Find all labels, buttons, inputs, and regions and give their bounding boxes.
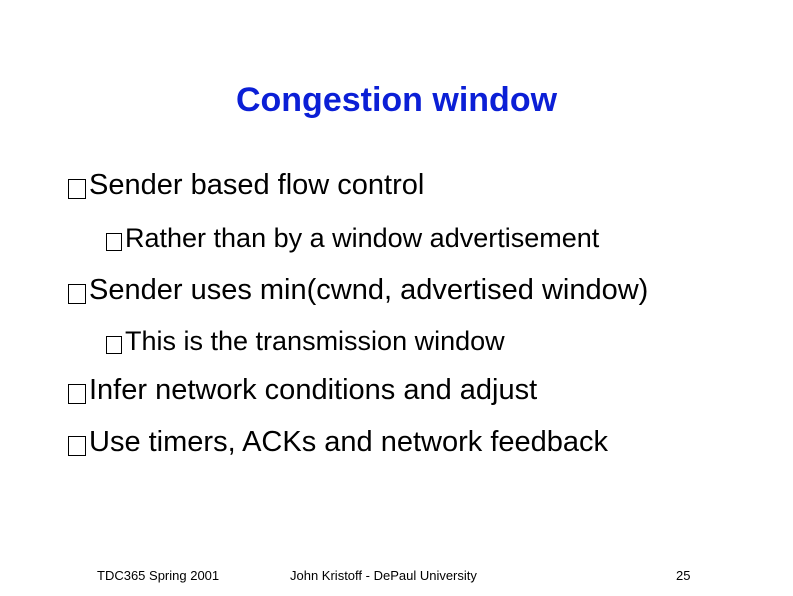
footer-course: TDC365 Spring 2001	[97, 568, 220, 583]
bullet-text: This is the transmission window	[125, 326, 505, 356]
bullet-text: Sender based flow control	[89, 169, 425, 201]
bullet-item-level-2	[106, 323, 505, 359]
bullet-text: Sender uses min(cwnd, advertised window)	[89, 274, 649, 306]
footer-page-number: 25	[676, 568, 691, 583]
footer-author: John Kristoff - DePaul University	[290, 568, 477, 583]
box-bullet-icon	[106, 336, 122, 354]
bullet-text: Infer network conditions and adjust	[89, 374, 538, 406]
box-bullet-icon	[106, 233, 122, 251]
bullet-item-level-1	[68, 372, 537, 408]
bullet-item-level-2	[106, 220, 599, 256]
box-bullet-icon	[68, 284, 86, 304]
box-bullet-icon	[68, 179, 86, 199]
bullet-item-level-1	[68, 167, 424, 203]
bullet-text: Rather than by a window advertisement	[125, 223, 600, 253]
slide-title: Congestion window	[235, 81, 558, 119]
box-bullet-icon	[68, 436, 86, 456]
bullet-item-level-1	[68, 424, 608, 460]
box-bullet-icon	[68, 384, 86, 404]
bullet-text: Use timers, ACKs and network feedback	[89, 426, 609, 458]
bullet-item-level-1	[68, 272, 648, 308]
